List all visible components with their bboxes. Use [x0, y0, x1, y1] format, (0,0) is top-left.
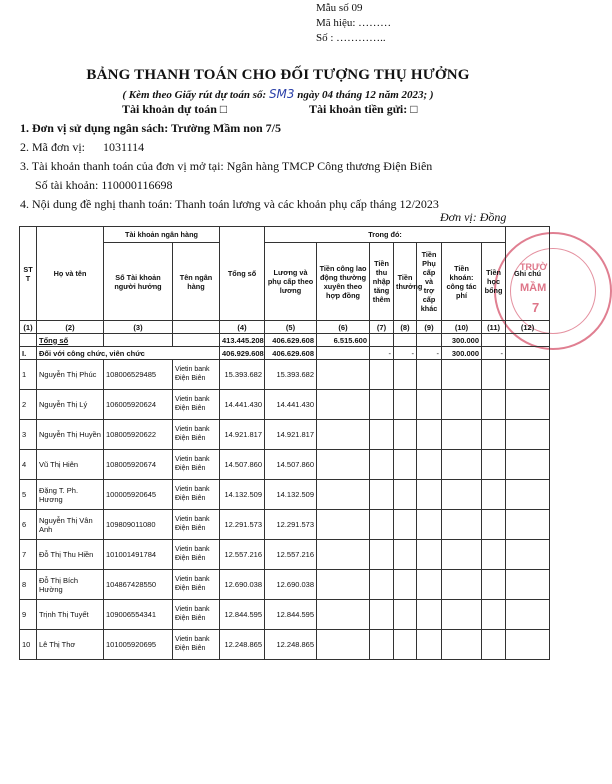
item-unit-code: 2. Mã đơn vị: 1031114 [20, 140, 145, 154]
header-account: Số Tài khoản người hưởng [104, 243, 173, 321]
header-bonus: Tiền thưởng [394, 243, 417, 321]
table-row: 4 Vũ Thị Hiên 108005920674 Vietin bank Điện Biên 14.507.860 14.507.860 [20, 450, 550, 480]
header-travel: Tiền khoán: công tác phí [442, 243, 482, 321]
table-row: 3 Nguyễn Thị Huyền 108005920622 Vietin bank Điện Biên 14.921.817 14.921.817 [20, 420, 550, 450]
header-stt: ST T [20, 227, 37, 321]
table-row: 9 Trịnh Thị Tuyết 109006554341 Vietin bank Điện Biên 12.844.595 12.844.595 [20, 600, 550, 630]
form-number: Mẫu số 09 [316, 2, 363, 14]
page-subtitle: ( Kèm theo Giấy rút dự toán số: SM3 ngày 04 tháng 12 năm 2023; ) [122, 87, 434, 101]
table-row: 5 Đặng T. Ph. Hương 100005920645 Vietin bank Điện Biên 14.132.509 14.132.509 [20, 480, 550, 510]
page-title: BẢNG THANH TOÁN CHO ĐỐI TƯỢNG THỤ HƯỞNG [86, 67, 470, 83]
header-scholarship: Tiền học bổng [482, 243, 506, 321]
header-salary: Lương và phụ cấp theo lương [265, 243, 317, 321]
currency-unit: Đơn vị: Đồng [440, 210, 507, 224]
table-row: 10 Lê Thị Thơ 101005920695 Vietin bank Điện Biên 12.248.865 12.248.865 [20, 630, 550, 660]
header-total: Tổng số [220, 227, 265, 321]
acct-deposit: Tài khoản tiền gửi: □ [309, 102, 418, 116]
header-bank-group: Tài khoản ngân hàng [104, 227, 220, 243]
group-row: I. Đối với công chức, viên chức 406.929.608 406.629.608 - - - 300.000 - [20, 347, 550, 360]
form-serial: Số : ………….. [316, 32, 386, 44]
red-stamp: TRƯỜ MẦM 7 [494, 232, 612, 350]
table-row: 1 Nguyễn Thị Phúc 108006529485 Vietin bank Điện Biên 15.393.682 15.393.682 [20, 360, 550, 390]
form-code: Mã hiệu: ……… [316, 17, 392, 29]
header-extra-income: Tiền thu nhập tăng thêm [370, 243, 394, 321]
table-row: 2 Nguyễn Thị Lý 106005920624 Vietin bank Điện Biên 14.441.430 14.441.430 [20, 390, 550, 420]
acct-estimate: Tài khoản dự toán □ [122, 102, 228, 116]
header-labor: Tiền công lao động thường xuyên theo hợp đồng [317, 243, 370, 321]
table-row: 7 Đỗ Thị Thu Hiền 101001491784 Vietin bank Điện Biên 12.557.216 12.557.216 [20, 540, 550, 570]
header-bank: Tên ngân hàng [173, 243, 220, 321]
table-row: 8 Đỗ Thị Bích Hường 104867428550 Vietin bank Điện Biên 12.690.038 12.690.038 [20, 570, 550, 600]
item-content: 4. Nội dung đề nghị thanh toán: Thanh toán lương và các khoản phụ cấp tháng 12/2023 [20, 197, 439, 211]
handwritten-number: SM3 [268, 87, 295, 101]
header-allowance: Tiền Phụ cấp và trợ cấp khác [417, 243, 442, 321]
header-name: Họ và tên [37, 227, 104, 321]
item-account-number: Số tài khoản: 110000116698 [35, 178, 173, 192]
header-trong-do: Trong đó: [265, 227, 506, 243]
header-note: Ghi chú [506, 227, 550, 321]
item-unit: 1. Đơn vị sử dụng ngân sách: Trường Mầm non 7/5 [20, 121, 281, 135]
column-index-row: (1) (2) (3) (4) (5) (6) (7) (8) (9) (10) (11) (12) [20, 321, 550, 334]
table-row: 6 Nguyễn Thị Vân Anh 109809011080 Vietin bank Điện Biên 12.291.573 12.291.573 [20, 510, 550, 540]
item-account: 3. Tài khoản thanh toán của đơn vị mở tại: Ngân hàng TMCP Công thương Điện Biên [20, 159, 433, 173]
payment-table [19, 226, 550, 660]
total-row: Tổng số 413.445.208 406.629.608 6.515.600 300.000 [20, 334, 550, 347]
